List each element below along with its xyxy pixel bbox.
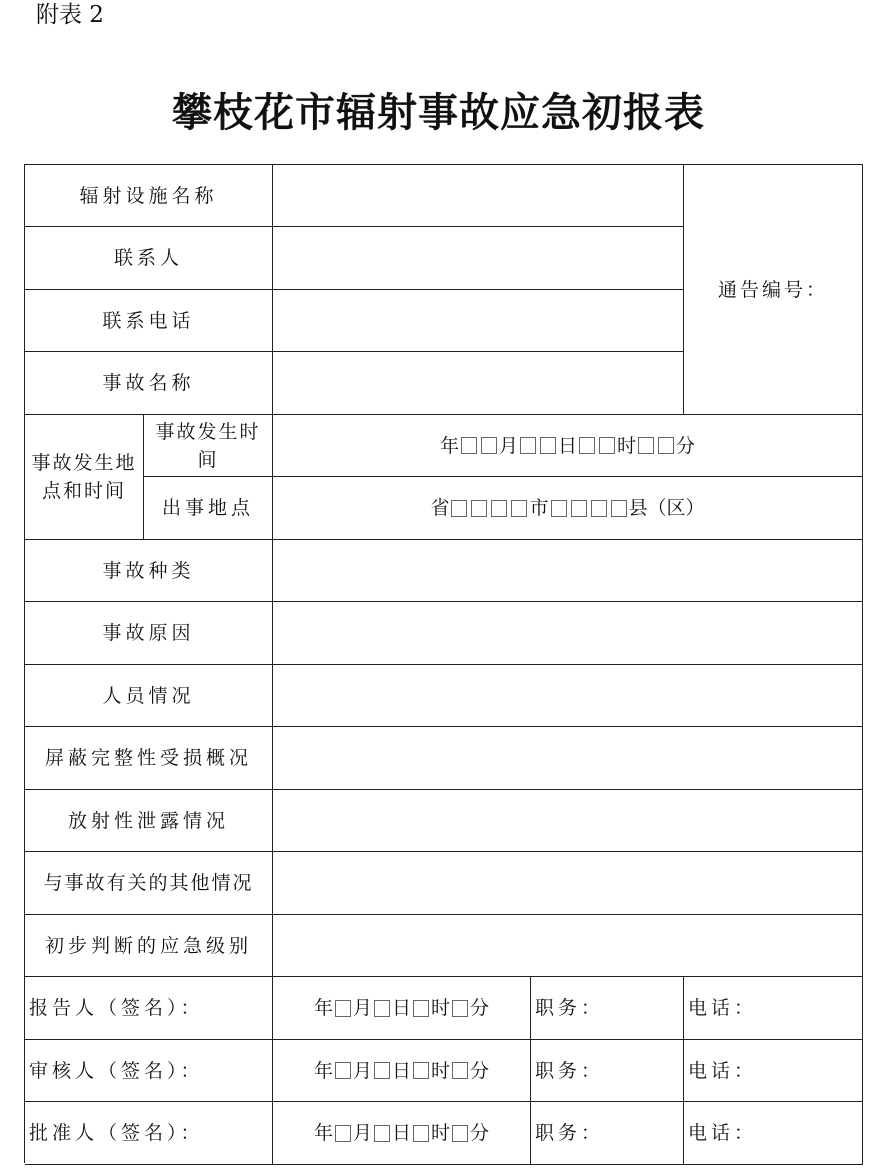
radioactive-leak-label: 放射性泄露情况 [25, 790, 273, 852]
hour-unit: 时 [431, 1059, 451, 1082]
personnel-label: 人员情况 [25, 665, 273, 727]
reviewer-label: 审核人（签名）： [25, 1040, 273, 1102]
day-unit: 日 [391, 997, 411, 1019]
hour-unit: 时 [431, 997, 451, 1019]
county-unit: 县（区） [628, 497, 705, 519]
contact-phone-label: 联系电话 [25, 290, 273, 352]
year-unit: 年 [313, 997, 333, 1019]
place-and-time-label: 事故发生地点和时间 [25, 415, 144, 540]
minute-unit: 分 [676, 434, 696, 457]
digit-box[interactable] [374, 1125, 390, 1142]
month-unit: 月 [498, 434, 518, 457]
reporter-label: 报告人（签名）： [25, 977, 273, 1040]
shield-damage-label: 屏蔽完整性受损概况 [25, 727, 273, 790]
occur-time-label: 事故发生时间 [144, 415, 273, 477]
location-field[interactable] [273, 477, 863, 540]
report-form-table [24, 164, 863, 1163]
contact-person-label: 联系人 [25, 227, 273, 290]
accident-cause-label: 事故原因 [25, 602, 273, 665]
occur-time-field[interactable] [273, 415, 863, 477]
digit-box[interactable] [452, 1125, 468, 1142]
digit-box[interactable] [599, 437, 615, 454]
digit-box[interactable] [638, 437, 654, 454]
hour-unit: 时 [431, 1122, 451, 1144]
accident-type-label: 事故种类 [25, 540, 273, 602]
approver-date-field[interactable] [273, 1102, 531, 1165]
day-unit: 日 [391, 1122, 411, 1144]
char-box[interactable] [591, 500, 607, 517]
digit-box[interactable] [413, 1125, 429, 1142]
char-box[interactable] [611, 500, 627, 517]
char-box[interactable] [551, 500, 567, 517]
month-unit: 月 [352, 1059, 372, 1082]
contact-phone-field[interactable] [273, 290, 684, 352]
digit-box[interactable] [452, 1000, 468, 1017]
year-unit: 年 [313, 1059, 333, 1082]
day-unit: 日 [391, 1059, 411, 1082]
approver-label: 批准人（签名）： [25, 1102, 273, 1165]
day-unit: 日 [557, 434, 577, 457]
other-situation-field[interactable] [273, 852, 863, 915]
month-unit: 月 [352, 1122, 372, 1144]
radioactive-leak-field[interactable] [273, 790, 863, 852]
accident-cause-field[interactable] [273, 602, 863, 665]
approver-phone-label: 电话： [684, 1102, 863, 1165]
city-unit: 市 [529, 497, 549, 519]
emergency-level-field[interactable] [273, 915, 863, 977]
accident-type-field[interactable] [273, 540, 863, 602]
char-box[interactable] [491, 500, 507, 517]
reviewer-phone-label: 电话： [684, 1040, 863, 1102]
shield-damage-field[interactable] [273, 727, 863, 790]
personnel-field[interactable] [273, 665, 863, 727]
digit-box[interactable] [374, 1000, 390, 1017]
char-box[interactable] [451, 500, 467, 517]
notice-number-label: 通告编号： [684, 165, 863, 415]
digit-box[interactable] [540, 437, 556, 454]
digit-box[interactable] [413, 1062, 429, 1079]
contact-person-field[interactable] [273, 227, 684, 290]
form-title: 攀枝花市辐射事故应急初报表 [172, 89, 705, 136]
province-unit: 省 [430, 497, 450, 519]
char-box[interactable] [471, 500, 487, 517]
month-unit: 月 [352, 997, 372, 1019]
digit-box[interactable] [481, 437, 497, 454]
digit-box[interactable] [520, 437, 536, 454]
facility-name-label: 辐射设施名称 [25, 165, 273, 227]
digit-box[interactable] [413, 1000, 429, 1017]
reporter-phone-label: 电话： [684, 977, 863, 1040]
digit-box[interactable] [452, 1062, 468, 1079]
accident-name-label: 事故名称 [25, 352, 273, 415]
facility-name-field[interactable] [273, 165, 684, 227]
emergency-level-label: 初步判断的应急级别 [25, 915, 273, 977]
other-situation-label: 与事故有关的其他情况 [25, 852, 273, 915]
year-unit: 年 [313, 1122, 333, 1144]
reviewer-date-field[interactable] [273, 1040, 531, 1102]
attachment-label: 附表 2 [36, 2, 104, 28]
digit-box[interactable] [579, 437, 595, 454]
minute-unit: 分 [470, 997, 490, 1019]
digit-box[interactable] [335, 1000, 351, 1017]
char-box[interactable] [571, 500, 587, 517]
minute-unit: 分 [470, 1122, 490, 1144]
reviewer-position-label: 职务： [531, 1040, 684, 1102]
digit-box[interactable] [658, 437, 674, 454]
location-label: 出事地点 [144, 477, 273, 540]
accident-name-field[interactable] [273, 352, 684, 415]
digit-box[interactable] [335, 1125, 351, 1142]
digit-box[interactable] [335, 1062, 351, 1079]
approver-position-label: 职务： [531, 1102, 684, 1165]
reporter-position-label: 职务： [531, 977, 684, 1040]
hour-unit: 时 [617, 434, 637, 457]
char-box[interactable] [511, 500, 527, 517]
digit-box[interactable] [374, 1062, 390, 1079]
year-unit: 年 [439, 434, 459, 457]
reporter-date-field[interactable] [273, 977, 531, 1040]
minute-unit: 分 [470, 1059, 490, 1082]
digit-box[interactable] [461, 437, 477, 454]
